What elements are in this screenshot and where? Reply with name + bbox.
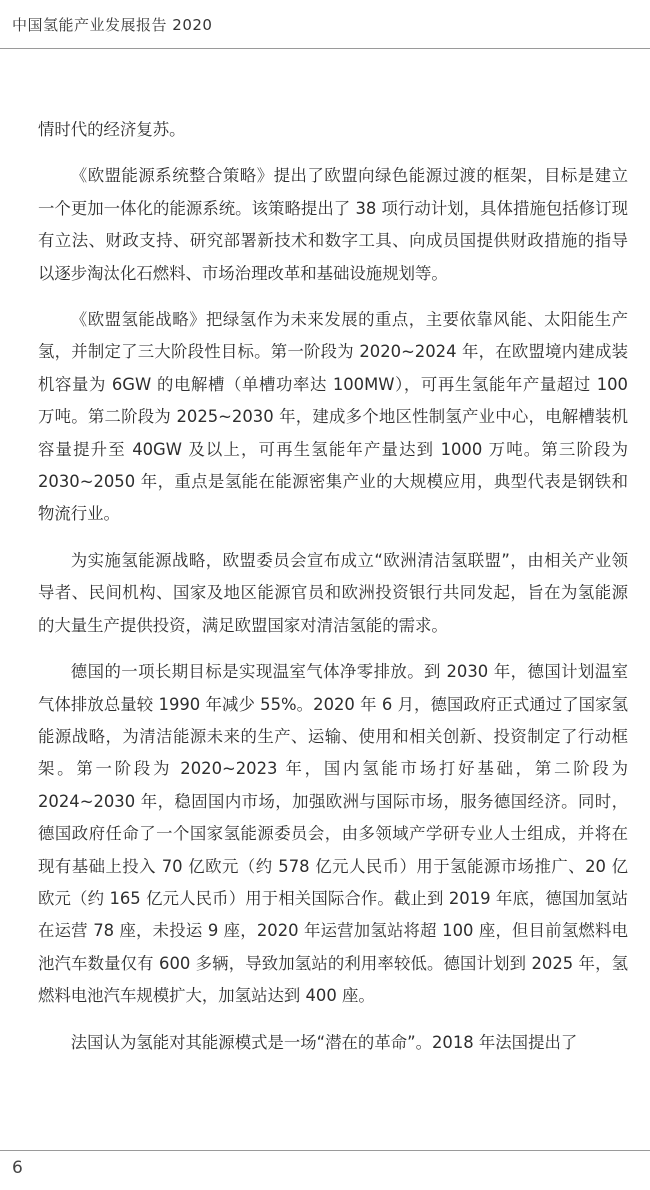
footer-divider xyxy=(0,1150,650,1151)
paragraph-germany: 德国的一项长期目标是实现温室气体净零排放。到 2030 年，德国计划温室气体排放总量较 1990 年减少 55%。2020 年 6 月，德国政府正式通过了国家氢能源战略，为清洁能源未来的生产、运输、使用和相关创新、投资制定了行动框架。第一阶段为 2020~2023 年，国内氢能市场打好基础，第二阶段为 2024~2030 年，稳固国内市场，加强欧洲与国际市场，服务德国经济。同时，德国政府任命了一个国家氢能源委员会，由多领域产学研专业人士组成，并将在现有基础上投入 70 亿欧元（约 578 亿元人民币）用于氢能源市场推广、20 亿欧元（约 165 亿元人民币）用于相关国际合作。截止到 2019 年底，德国加氢站在运营 78 座，未投运 9 座，2020 年运营加氢站将超 100 座，但目前氢燃料电池汽车数量仅有 600 多辆，导致加氢站的利用率较低。德国计划到 2025 年，氢燃料电池汽车规模扩大，加氢站达到 400 座。 xyxy=(38,662,628,1006)
paragraph-clean-hydrogen-alliance: 为实施氢能源战略，欧盟委员会宣布成立“欧洲清洁氢联盟”，由相关产业领导者、民间机构、国家及地区能源官员和欧洲投资银行共同发起，旨在为氢能源的大量生产提供投资，满足欧盟国家对清洁氢能的需求。 xyxy=(38,550,628,635)
paragraph-eu-energy-integration: 《欧盟能源系统整合策略》提出了欧盟向绿色能源过渡的框架，目标是建立一个更加一体化的能源系统。该策略提出了 38 项行动计划，具体措施包括修订现有立法、财政支持、研究部署新技术和数字工具、向成员国提供财政措施的指导以逐步淘汰化石燃料、市场治理改革和基础设施规划等。 xyxy=(38,166,628,283)
running-header-title: 中国氢能产业发展报告 2020 xyxy=(12,16,213,34)
page-number: 6 xyxy=(12,1158,23,1178)
header-divider xyxy=(0,48,650,49)
paragraph-eu-hydrogen-strategy: 《欧盟氢能战略》把绿氢作为未来发展的重点，主要依靠风能、太阳能生产氢，并制定了三大阶段性目标。第一阶段为 2020~2024 年，在欧盟境内建成装机容量为 6GW 的电解槽（单槽功率达 100MW），可再生氢能年产量超过 100 万吨。第二阶段为 2025~2030 年，建成多个地区性制氢产业中心，电解槽装机容量提升至 40GW 及以上，可再生氢能年产量达到 1000 万吨。第三阶段为 2030~2050 年，重点是氢能在能源密集产业的大规模应用，典型代表是钢铁和物流行业。 xyxy=(38,310,628,524)
paragraph-continuation: 情时代的经济复苏。 xyxy=(38,120,186,139)
body-text xyxy=(38,114,628,1073)
paragraph-france: 法国认为氢能对其能源模式是一场“潜在的革命”。2018 年法国提出了 xyxy=(70,1032,578,1052)
